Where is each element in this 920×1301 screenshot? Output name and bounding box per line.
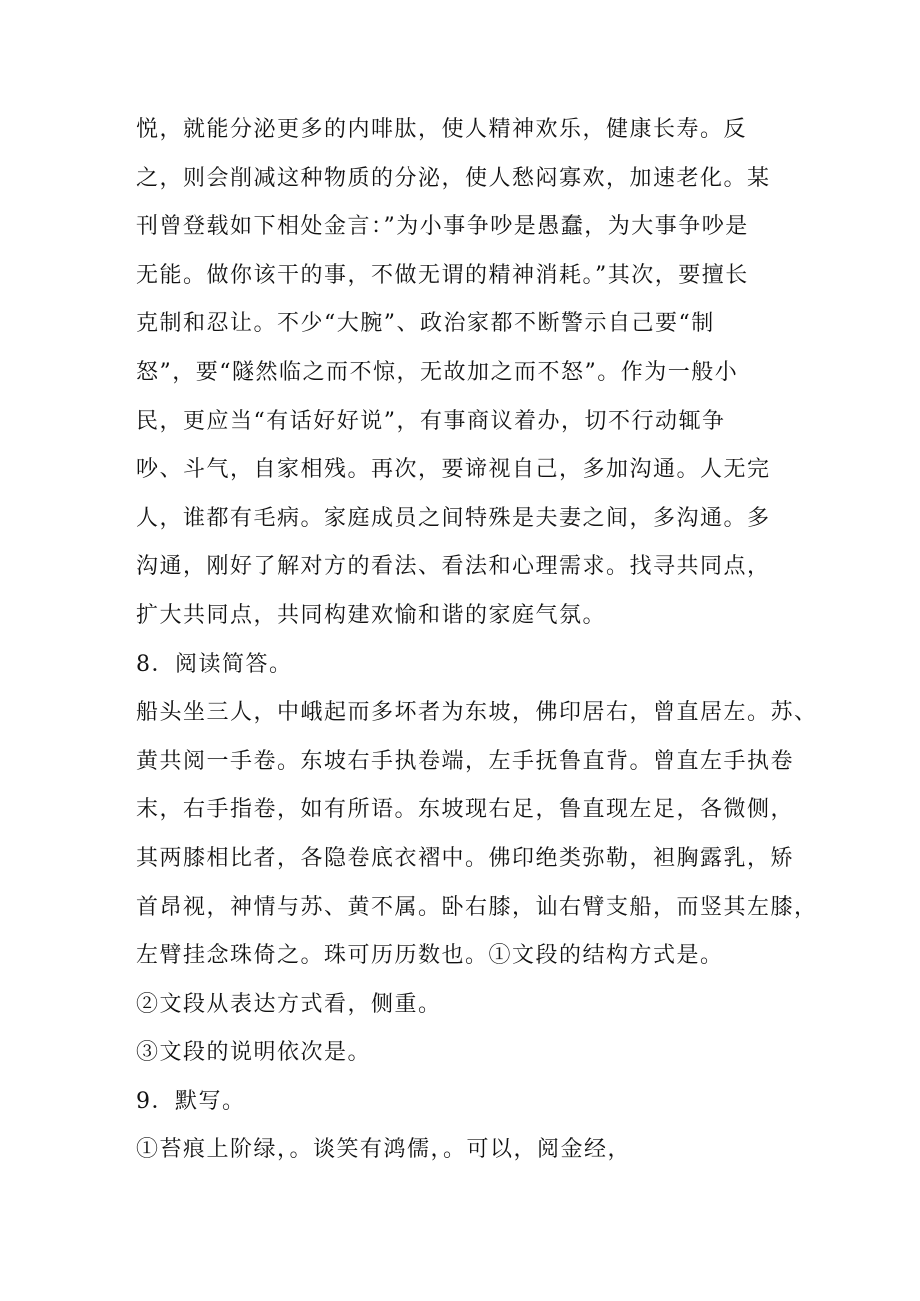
text-line: 民，更应当“有话好好说”，有事商议着办，切不行动辄争 — [136, 408, 726, 434]
text-line: 首昂视，神情与苏、黄不属。卧右膝，讪右臂支船，而竖其左膝， — [136, 894, 818, 920]
sub-question: ③文段的说明依次是。 — [136, 1040, 372, 1066]
text-line: 船头坐三人，中峨起而多坏者为东坡，佛印居右，曾直居左。苏、 — [136, 700, 818, 726]
text-line: 无能。做你该干的事，不做无谓的精神消耗。”其次，要擅长 — [136, 262, 749, 288]
sub-question: ①苔痕上阶绿，。谈笑有鸿儒，。可以，阅金经， — [136, 1137, 632, 1163]
text-line: 怒”，要“隧然临之而不惊，无故加之而不怒”。作为一般小 — [136, 359, 739, 385]
text-line: 悦，就能分泌更多的内啡肽，使人精神欢乐，健康长寿。反 — [136, 117, 748, 142]
text-line: 其两膝相比者，各隐卷底衣褶中。佛印绝类弥勒，袒胸露乳，矫 — [136, 845, 795, 871]
question-heading: 8．阅读简答。 — [136, 651, 293, 677]
text-line: 黄共阅一手卷。东坡右手执卷端，左手抚鲁直背。曾直左手执卷 — [136, 748, 795, 774]
text-line: 刊曾登载如下相处金言：”为小事争吵是愚蠢，为大事争吵是 — [136, 214, 749, 240]
text-line: 人，谁都有毛病。家庭成员之间特殊是夫妻之间，多沟通。多 — [136, 505, 771, 531]
text-line: 之，则会削减这种物质的分泌，使人愁闷寡欢，加速老化。某 — [136, 165, 771, 191]
document-body — [136, 106, 818, 1175]
text-line: 左臂挂念珠倚之。珠可历历数也。①文段的结构方式是。 — [136, 943, 724, 969]
text-line: 吵、斗气，自家相残。再次，要谛视自己，多加沟通。人无完 — [136, 457, 771, 483]
text-line: 末，右手指卷，如有所语。东坡现右足，鲁直现左足，各微侧， — [136, 797, 795, 823]
text-line: 扩大共同点，共同构建欢愉和谐的家庭气氛。 — [136, 602, 607, 628]
text-line: 克制和忍让。不少“大腕”、政治家都不断警示自己要“制 — [136, 311, 715, 337]
sub-question: ②文段从表达方式看，侧重。 — [136, 991, 442, 1017]
text-line: 沟通，刚好了解对方的看法、看法和心理需求。找寻共同点， — [136, 554, 771, 580]
question-heading: 9．默写。 — [136, 1088, 246, 1114]
